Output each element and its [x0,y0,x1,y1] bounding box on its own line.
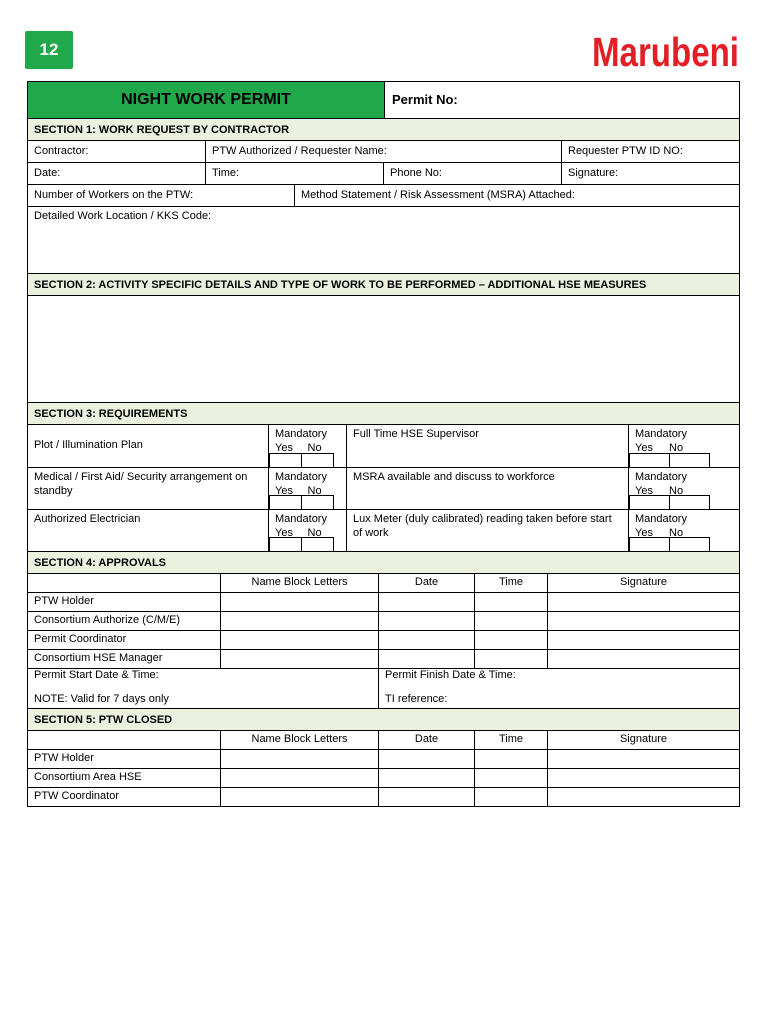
closure-row [28,750,739,769]
yes-checkbox[interactable] [269,453,302,468]
requirement-row [28,510,739,552]
title-row [28,82,739,119]
no-checkbox[interactable] [669,453,710,468]
closure-role-label: Consortium Area HSE [28,769,221,787]
yes-checkbox[interactable] [629,537,670,552]
signature-cell[interactable] [548,631,739,649]
activity-details-field[interactable] [28,296,739,402]
msra-field[interactable]: Method Statement / Risk Assessment (MSRA) Attached: [301,188,575,201]
night-work-permit-form [27,81,740,807]
section2-details-area[interactable] [28,296,739,403]
signature-cell[interactable] [548,769,739,787]
mandatory-label: Mandatory [635,471,687,483]
time-cell[interactable] [475,631,548,649]
yes-label: Yes [635,441,653,454]
no-label: No [307,484,322,497]
ptw-authorized-field[interactable]: PTW Authorized / Requester Name: [206,141,562,162]
no-label: No [669,526,684,539]
page-number-badge: 12 [25,31,73,69]
ti-reference-label: TI reference: [385,693,448,706]
permit-start-field[interactable] [28,669,379,708]
approval-row [28,593,739,612]
workers-field[interactable]: Number of Workers on the PTW: [28,185,295,206]
yes-no-boxes [269,453,333,468]
mandatory-yes-no[interactable] [269,425,347,467]
yes-checkbox[interactable] [629,495,670,510]
approval-row [28,631,739,650]
permit-no-field[interactable]: Permit No: [392,91,458,107]
yes-checkbox[interactable] [269,495,302,510]
signature-field[interactable]: Signature: [568,166,619,179]
no-label: No [307,441,322,454]
col-name-block-letters: Name Block Letters [221,574,379,592]
requester-id-field[interactable]: Requester PTW ID NO: [568,144,683,157]
approval-role-label: Permit Coordinator [28,631,221,649]
requirement-left-label: Medical / First Aid/ Security arrangement on standby [28,468,269,509]
col-name-block-letters: Name Block Letters [221,731,379,749]
requirement-row [28,425,739,468]
name-cell[interactable] [221,593,379,611]
yes-checkbox[interactable] [269,537,302,552]
date-field[interactable]: Date: [28,163,206,184]
signature-cell[interactable] [548,650,739,668]
section1-row-workers [28,185,739,207]
mandatory-yes-no[interactable] [629,510,739,551]
yes-no-boxes [269,537,333,552]
approval-role-label: Consortium Authorize (C/M/E) [28,612,221,630]
approval-row [28,612,739,631]
section1-row-date [28,163,739,185]
requirement-right-label: Full Time HSE Supervisor [347,425,629,467]
no-checkbox[interactable] [669,537,710,552]
validity-note: NOTE: Valid for 7 days only [34,693,169,706]
col-time: Time [475,731,548,749]
permit-validity-row [28,669,739,709]
closure-role-label: PTW Coordinator [28,788,221,806]
time-field[interactable]: Time: [206,163,384,184]
time-cell[interactable] [475,593,548,611]
approval-role-label: Consortium HSE Manager [28,650,221,668]
mandatory-yes-no[interactable] [629,468,739,509]
no-label: No [307,526,322,539]
logo-text: Marubeni [592,29,739,75]
no-checkbox[interactable] [301,537,334,552]
contractor-field[interactable]: Contractor: [28,141,206,162]
form-title: NIGHT WORK PERMIT [28,82,385,118]
yes-checkbox[interactable] [629,453,670,468]
phone-field[interactable]: Phone No: [384,163,562,184]
requirement-left-label: Plot / Illumination Plan [28,425,269,467]
requirement-left-label: Authorized Electrician [28,510,269,551]
section1-heading: SECTION 1: WORK REQUEST BY CONTRACTOR [28,119,739,141]
approval-row [28,650,739,669]
blank-header [28,574,221,592]
date-cell[interactable] [379,631,475,649]
permit-finish-label: Permit Finish Date & Time: [385,669,516,681]
approval-role-label: PTW Holder [28,593,221,611]
section3-heading: SECTION 3: REQUIREMENTS [28,403,739,425]
closure-role-label: PTW Holder [28,750,221,768]
name-cell[interactable] [221,631,379,649]
yes-no-boxes [629,537,709,552]
requirement-row [28,468,739,510]
col-time: Time [475,574,548,592]
col-date: Date [379,574,475,592]
section5-heading: SECTION 5: PTW CLOSED [28,709,739,731]
mandatory-label: Mandatory [635,428,687,440]
mandatory-yes-no[interactable] [269,468,347,509]
mandatory-label: Mandatory [275,428,327,440]
permit-finish-field[interactable] [379,669,739,708]
time-cell[interactable] [475,650,548,668]
name-cell[interactable] [221,612,379,630]
marubeni-logo [592,26,740,74]
section1-row-location [28,207,739,274]
yes-no-boxes [269,495,333,510]
date-cell[interactable] [379,769,475,787]
col-date: Date [379,731,475,749]
signature-cell[interactable] [548,593,739,611]
mandatory-yes-no[interactable] [269,510,347,551]
section4-column-headers [28,574,739,593]
section1-row-contractor [28,141,739,163]
no-label: No [669,484,684,497]
permit-start-label: Permit Start Date & Time: [34,669,159,681]
signature-cell[interactable] [548,612,739,630]
no-checkbox[interactable] [301,495,334,510]
yes-no-boxes [629,453,709,468]
col-signature: Signature [619,733,668,746]
closure-row [28,788,739,807]
section2-heading: SECTION 2: ACTIVITY SPECIFIC DETAILS AND TYPE OF WORK TO BE PERFORMED – ADDITIONAL HSE MEASURES [28,274,739,296]
date-cell[interactable] [379,612,475,630]
signature-cell[interactable] [548,750,739,768]
yes-label: Yes [635,484,653,497]
no-checkbox[interactable] [301,453,334,468]
yes-label: Yes [275,441,293,454]
name-cell[interactable] [221,650,379,668]
time-cell[interactable] [475,788,548,806]
signature-cell[interactable] [548,788,739,806]
date-cell[interactable] [379,650,475,668]
no-label: No [669,441,684,454]
no-checkbox[interactable] [669,495,710,510]
yes-label: Yes [635,526,653,539]
requirement-right-label: Lux Meter (duly calibrated) reading taken before start of work [347,510,629,551]
section4-heading: SECTION 4: APPROVALS [28,552,739,574]
location-field[interactable]: Detailed Work Location / KKS Code: [34,210,212,222]
time-cell[interactable] [475,612,548,630]
mandatory-yes-no[interactable] [629,425,739,467]
requirement-right-label: MSRA available and discuss to workforce [347,468,629,509]
mandatory-label: Mandatory [635,513,687,525]
blank-header [28,731,221,749]
section5-column-headers [28,731,739,750]
date-cell[interactable] [379,593,475,611]
yes-label: Yes [275,526,293,539]
name-cell[interactable] [221,788,379,806]
mandatory-label: Mandatory [275,471,327,483]
name-cell[interactable] [221,750,379,768]
name-cell[interactable] [221,769,379,787]
time-cell[interactable] [475,769,548,787]
date-cell[interactable] [379,788,475,806]
date-cell[interactable] [379,750,475,768]
time-cell[interactable] [475,750,548,768]
col-signature: Signature [619,576,668,589]
mandatory-label: Mandatory [275,513,327,525]
yes-label: Yes [275,484,293,497]
yes-no-boxes [629,495,709,510]
closure-row [28,769,739,788]
